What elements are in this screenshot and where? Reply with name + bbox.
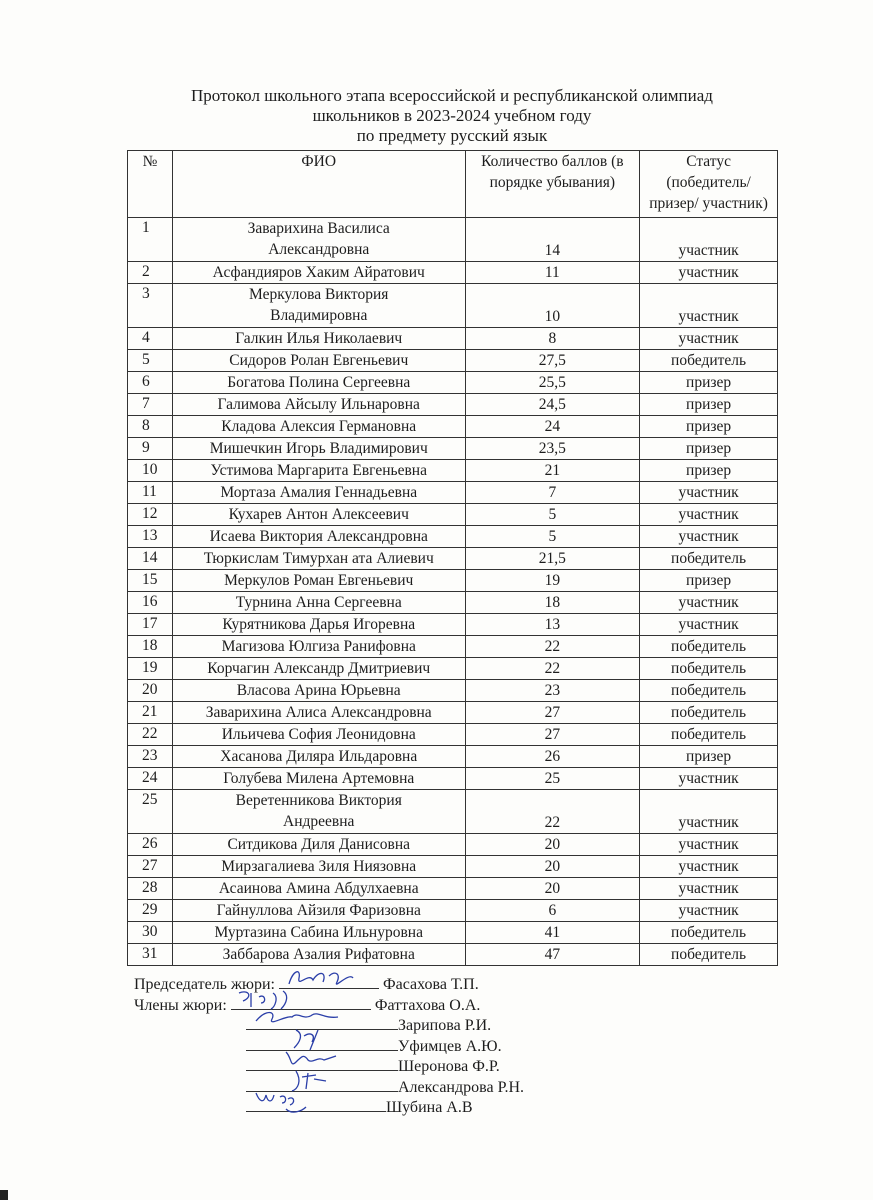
- cell-status: победитель: [640, 922, 778, 944]
- table-row: [128, 570, 778, 592]
- cell-status: победитель: [640, 680, 778, 702]
- cell-num: 27: [128, 856, 173, 878]
- cell-num: 15: [128, 570, 173, 592]
- cell-num: 25: [128, 790, 173, 834]
- cell-score: 23: [465, 680, 640, 702]
- table-row: [128, 768, 778, 790]
- cell-name: Веретенникова Виктория Андреевна: [172, 790, 465, 834]
- cell-score: 24: [465, 416, 640, 438]
- cell-status: участник: [640, 900, 778, 922]
- member-name: Фаттахова О.А.: [374, 996, 481, 1014]
- cell-status: участник: [640, 790, 778, 834]
- cell-score: 18: [465, 592, 640, 614]
- cell-name: Заварихина Василиса Александровна: [172, 218, 465, 262]
- cell-status: участник: [640, 218, 778, 262]
- table-row: [128, 350, 778, 372]
- table-row: [128, 922, 778, 944]
- cell-score: 25,5: [465, 372, 640, 394]
- cell-num: 20: [128, 680, 173, 702]
- cell-name: Меркулова Виктория Владимировна: [172, 284, 465, 328]
- cell-name: Гайнуллова Айзиля Фаризовна: [172, 900, 465, 922]
- cell-num: 22: [128, 724, 173, 746]
- table-row: [128, 900, 778, 922]
- jury-member-row: [134, 1095, 524, 1116]
- cell-name: Мишечкин Игорь Владимирович: [172, 438, 465, 460]
- cell-score: 25: [465, 768, 640, 790]
- cell-num: 8: [128, 416, 173, 438]
- cell-num: 4: [128, 328, 173, 350]
- title-line-3: по предмету русский язык: [356, 126, 548, 145]
- cell-name: Голубева Милена Артемовна: [172, 768, 465, 790]
- cell-status: призер: [640, 746, 778, 768]
- table-row: [128, 482, 778, 504]
- table-row: [128, 746, 778, 768]
- table-row: [128, 614, 778, 636]
- table-row: [128, 460, 778, 482]
- cell-num: 17: [128, 614, 173, 636]
- member-signature-line: [246, 1095, 386, 1112]
- table-row: [128, 372, 778, 394]
- cell-num: 3: [128, 284, 173, 328]
- cell-score: 11: [465, 262, 640, 284]
- cell-score: 26: [465, 746, 640, 768]
- cell-status: победитель: [640, 658, 778, 680]
- cell-status: участник: [640, 878, 778, 900]
- table-row: [128, 504, 778, 526]
- title-line-2: школьников в 2023-2024 учебном году: [312, 106, 592, 125]
- cell-name: Асфандияров Хаким Айратович: [172, 262, 465, 284]
- table-row: [128, 724, 778, 746]
- cell-num: 12: [128, 504, 173, 526]
- table-row: [128, 262, 778, 284]
- cell-score: 22: [465, 636, 640, 658]
- cell-score: 22: [465, 658, 640, 680]
- cell-num: 16: [128, 592, 173, 614]
- table-row: [128, 944, 778, 966]
- cell-score: 21: [465, 460, 640, 482]
- cell-status: победитель: [640, 944, 778, 966]
- cell-status: победитель: [640, 636, 778, 658]
- table-row: [128, 218, 778, 262]
- cell-score: 20: [465, 878, 640, 900]
- member-name: Шубина А.В: [386, 1099, 473, 1116]
- cell-name: Сидоров Ролан Евгеньевич: [172, 350, 465, 372]
- table-row: [128, 680, 778, 702]
- table-row: [128, 702, 778, 724]
- cell-score: 5: [465, 526, 640, 548]
- cell-num: 10: [128, 460, 173, 482]
- header-name: ФИО: [172, 151, 465, 218]
- cell-status: участник: [640, 526, 778, 548]
- cell-status: призер: [640, 460, 778, 482]
- cell-score: 20: [465, 834, 640, 856]
- cell-num: 7: [128, 394, 173, 416]
- member-name: Зарипова Р.И.: [398, 1017, 492, 1034]
- scan-corner-mark: [0, 1190, 8, 1200]
- cell-num: 28: [128, 878, 173, 900]
- table-row: [128, 548, 778, 570]
- header-score: Количество баллов (в порядке убывания): [465, 151, 640, 218]
- cell-score: 13: [465, 614, 640, 636]
- cell-name: Курятникова Дарья Игоревна: [172, 614, 465, 636]
- cell-status: победитель: [640, 350, 778, 372]
- cell-name: Заббарова Азалия Рифатовна: [172, 944, 465, 966]
- cell-score: 20: [465, 856, 640, 878]
- cell-status: призер: [640, 438, 778, 460]
- cell-status: призер: [640, 416, 778, 438]
- cell-status: участник: [640, 856, 778, 878]
- cell-num: 9: [128, 438, 173, 460]
- cell-name: Меркулов Роман Евгеньевич: [172, 570, 465, 592]
- cell-name: Тюркислам Тимурхан ата Алиевич: [172, 548, 465, 570]
- chair-name: Фасахова Т.П.: [383, 976, 479, 993]
- cell-status: призер: [640, 394, 778, 416]
- table-row: [128, 526, 778, 548]
- cell-num: 30: [128, 922, 173, 944]
- cell-score: 24,5: [465, 394, 640, 416]
- cell-score: 19: [465, 570, 640, 592]
- chair-label: Председатель жюри:: [134, 976, 275, 993]
- cell-score: 27: [465, 702, 640, 724]
- cell-score: 27: [465, 724, 640, 746]
- table-row: [128, 328, 778, 350]
- cell-num: 29: [128, 900, 173, 922]
- cell-score: 23,5: [465, 438, 640, 460]
- table-row: [128, 878, 778, 900]
- cell-name: Богатова Полина Сергеевна: [172, 372, 465, 394]
- table-row: [128, 416, 778, 438]
- cell-name: Хасанова Диляра Ильдаровна: [172, 746, 465, 768]
- title-line-1: Протокол школьного этапа всероссийской и республиканской олимпиад: [191, 86, 713, 105]
- cell-name: Исаева Виктория Александровна: [172, 526, 465, 548]
- table-row: [128, 834, 778, 856]
- table-row: [128, 592, 778, 614]
- cell-name: Галимова Айсылу Ильнаровна: [172, 394, 465, 416]
- cell-num: 11: [128, 482, 173, 504]
- cell-score: 21,5: [465, 548, 640, 570]
- cell-score: 27,5: [465, 350, 640, 372]
- signature-image: [246, 1089, 386, 1115]
- cell-status: участник: [640, 592, 778, 614]
- cell-name: Муртазина Сабина Ильнуровна: [172, 922, 465, 944]
- cell-status: призер: [640, 570, 778, 592]
- cell-num: 14: [128, 548, 173, 570]
- cell-name: Кладова Алексия Германовна: [172, 416, 465, 438]
- cell-status: победитель: [640, 702, 778, 724]
- cell-num: 21: [128, 702, 173, 724]
- cell-status: победитель: [640, 548, 778, 570]
- cell-name: Магизова Юлгиза Ранифовна: [172, 636, 465, 658]
- table-row: [128, 856, 778, 878]
- table-header-row: [128, 151, 778, 218]
- cell-score: 10: [465, 284, 640, 328]
- cell-score: 14: [465, 218, 640, 262]
- cell-score: 47: [465, 944, 640, 966]
- cell-status: участник: [640, 262, 778, 284]
- cell-num: 1: [128, 218, 173, 262]
- table-body: [128, 218, 778, 966]
- cell-name: Заварихина Алиса Александровна: [172, 702, 465, 724]
- member-name: Шеронова Ф.Р.: [398, 1058, 500, 1075]
- results-table: [127, 150, 778, 966]
- cell-status: участник: [640, 504, 778, 526]
- cell-num: 5: [128, 350, 173, 372]
- members-label: Члены жюри:: [134, 996, 227, 1014]
- cell-num: 2: [128, 262, 173, 284]
- table-row: [128, 394, 778, 416]
- cell-name: Кухарев Антон Алексеевич: [172, 504, 465, 526]
- table-row: [128, 790, 778, 834]
- cell-name: Мирзагалиева Зиля Ниязовна: [172, 856, 465, 878]
- cell-status: участник: [640, 482, 778, 504]
- cell-status: победитель: [640, 724, 778, 746]
- header-status: Статус (победитель/ призер/ участник): [640, 151, 778, 218]
- table-row: [128, 636, 778, 658]
- cell-status: участник: [640, 768, 778, 790]
- cell-score: 7: [465, 482, 640, 504]
- header-num: №: [128, 151, 173, 218]
- table-row: [128, 284, 778, 328]
- cell-score: 6: [465, 900, 640, 922]
- cell-name: Корчагин Александр Дмитриевич: [172, 658, 465, 680]
- jury-block: [134, 972, 524, 1116]
- cell-num: 23: [128, 746, 173, 768]
- cell-name: Мортаза Амалия Геннадьевна: [172, 482, 465, 504]
- table-row: [128, 658, 778, 680]
- cell-score: 8: [465, 328, 640, 350]
- member-name: Уфимцев А.Ю.: [398, 1037, 502, 1055]
- cell-num: 18: [128, 636, 173, 658]
- cell-score: 5: [465, 504, 640, 526]
- cell-num: 26: [128, 834, 173, 856]
- cell-name: Власова Арина Юрьевна: [172, 680, 465, 702]
- cell-score: 41: [465, 922, 640, 944]
- cell-status: участник: [640, 328, 778, 350]
- cell-status: призер: [640, 372, 778, 394]
- cell-status: участник: [640, 284, 778, 328]
- cell-score: 22: [465, 790, 640, 834]
- table-row: [128, 438, 778, 460]
- cell-name: Ситдикова Диля Данисовна: [172, 834, 465, 856]
- cell-num: 13: [128, 526, 173, 548]
- cell-num: 24: [128, 768, 173, 790]
- cell-name: Ильичева София Леонидовна: [172, 724, 465, 746]
- cell-status: участник: [640, 834, 778, 856]
- cell-num: 31: [128, 944, 173, 966]
- cell-status: участник: [640, 614, 778, 636]
- cell-name: Устимова Маргарита Евгеньевна: [172, 460, 465, 482]
- document-title: [120, 86, 784, 146]
- cell-name: Галкин Илья Николаевич: [172, 328, 465, 350]
- member-name: Александрова Р.Н.: [398, 1078, 525, 1096]
- cell-num: 6: [128, 372, 173, 394]
- cell-num: 19: [128, 658, 173, 680]
- cell-name: Асаинова Амина Абдулхаевна: [172, 878, 465, 900]
- cell-name: Турнина Анна Сергеевна: [172, 592, 465, 614]
